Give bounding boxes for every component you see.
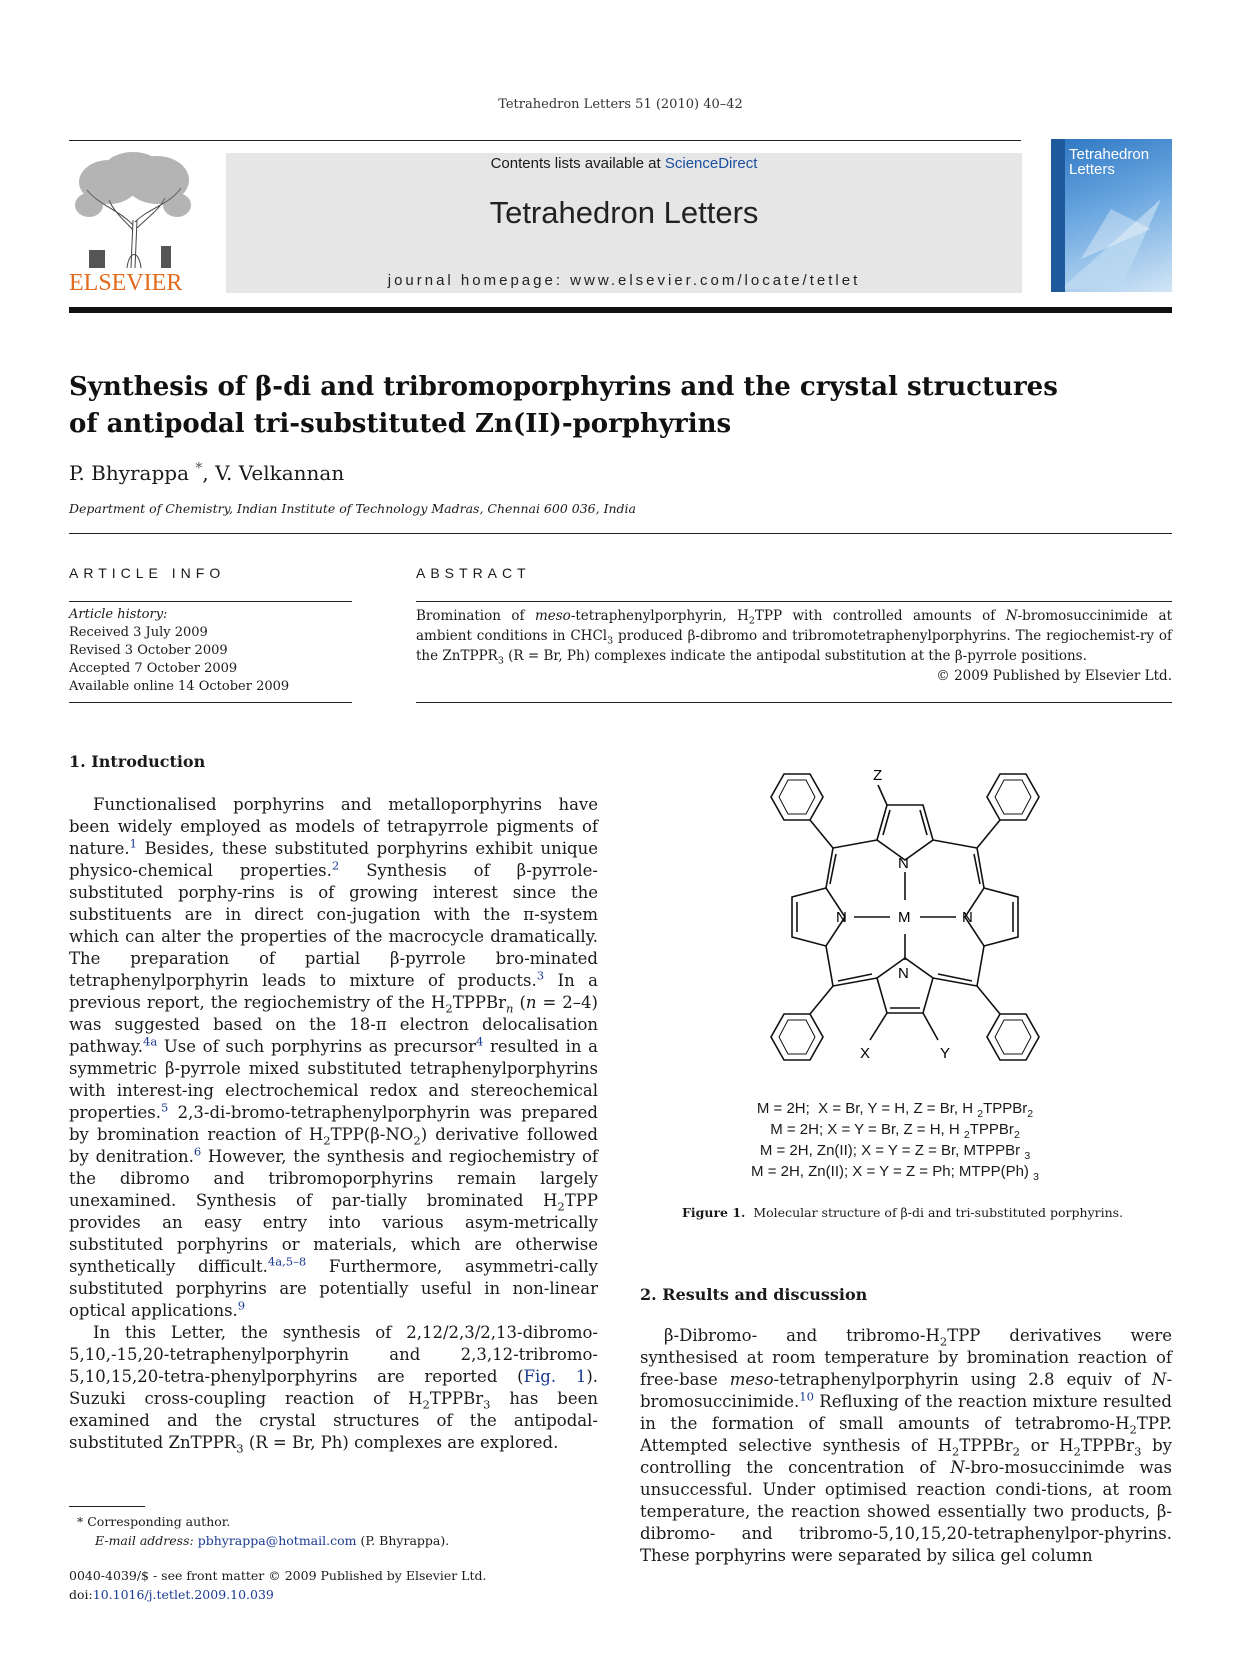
abstract-rule <box>416 601 1172 602</box>
atom-n-left: N <box>836 909 847 926</box>
figure-caption-text: Molecular structure of β-di and tri-substituted porphyrins. <box>753 1205 1124 1220</box>
front-matter-text: 0040-4039/$ - see front matter © 2009 Published by Elsevier Ltd. <box>69 1568 487 1583</box>
journal-cover <box>1051 139 1172 292</box>
figure-caption <box>682 1205 1241 1220</box>
email-label: E-mail address: <box>95 1533 194 1548</box>
figure-formula-list: M = 2H; X = Br, Y = H, Z = Br, H $_2$TPPBr$_2$ M = 2H; X = Y = Br, Z = H, H $_2$TPPBr$_2$ M = 2H, Zn(II); X = Y = Z = Br, MTPPBr $_3$ M = 2H, Zn(II); X = Y = Z = Ph; MTPP(Ph) $_3$ <box>751 1100 1039 1183</box>
authors <box>69 461 344 485</box>
online-date: Available online 14 October 2009 <box>69 679 290 694</box>
atom-y: Y <box>940 1045 951 1062</box>
atom-n-top: N <box>898 855 909 872</box>
header-rule <box>69 140 1021 141</box>
affiliation-rule <box>69 533 1172 534</box>
author-2: V. Velkannan <box>215 461 345 485</box>
figure-caption-label: Figure 1. <box>682 1205 746 1220</box>
doi-link[interactable]: 10.1016/j.tetlet.2009.10.039 <box>92 1587 274 1602</box>
article-history <box>69 606 352 696</box>
journal-homepage[interactable]: journal homepage: www.elsevier.com/locate/tetlet <box>387 272 861 289</box>
doi-prefix: doi: <box>69 1587 93 1602</box>
sciencedirect-link[interactable]: ScienceDirect <box>664 155 758 172</box>
elsevier-tree-logo <box>69 150 199 268</box>
article-info-rule <box>69 601 352 602</box>
intro-heading: 1. Introduction <box>69 752 206 771</box>
front-matter <box>69 1566 599 1604</box>
atom-m: M <box>898 909 911 926</box>
article-info-heading: ARTICLE INFO <box>69 565 226 581</box>
corresponding-mark[interactable]: * <box>195 460 203 477</box>
atom-z: Z <box>873 767 883 784</box>
author-1: P. Bhyrappa <box>69 461 190 485</box>
received-date: Received 3 July 2009 <box>69 625 208 640</box>
email-name: (P. Bhyrappa). <box>360 1533 450 1548</box>
article-info-bottom-rule <box>69 702 352 703</box>
accepted-date: Accepted 7 October 2009 <box>69 661 238 676</box>
results-body: β-Dibromo- and tribromo-$H_2TPP$ derivatives were synthesised at room temperature by bromination reaction of free-base meso-tetraphenylporphyrin using 2.8 equiv of N-bromosuccinimide.$^{10}$ Refluxing of the reaction mixture resulted in the formation of small amounts of tetrabromo-$H_2TPP$. Attempted selective synthesis of $H_2TPPBr_2$ or $H_2TPPBr_3$ by controlling the concentration of N-bro-mosuccinimde was unsuccessful. Under optimised reaction condi-tions, at room temperature, the reaction showed essentially two products, β-dibromo- and tribromo-5,10,15,20-tetraphenylpor-phyrins. These porphyrins were separated by silica gel column <box>640 1326 1173 1565</box>
title-line-1: Synthesis of β-di and tribromoporphyrins and the crystal structures <box>69 372 1058 402</box>
contents-line <box>226 155 1022 172</box>
affiliation: Department of Chemistry, Indian Institute of Technology Madras, Chennai 600 036, India <box>69 501 637 516</box>
atom-n-bottom: N <box>898 965 909 982</box>
header-thick-rule <box>69 307 1172 313</box>
abstract-bottom-rule <box>416 702 1172 703</box>
journal-reference: Tetrahedron Letters 51 (2010) 40–42 <box>498 97 743 112</box>
results-heading: 2. Results and discussion <box>640 1285 868 1304</box>
author-separator: , <box>202 461 216 485</box>
article-title <box>69 369 1169 443</box>
intro-body: Functionalised porphyrins and metalloporphyrins have been widely employed as models of tetrapyrrole pigments of nature.$^1$ Besides, these substituted porphyrins exhibit unique physico-chemical properties.$^2$ Synthesis of β-pyrrole-substituted porphy-rins is of growing interest since the substituents are in direct con-jugation with the π-system which can alter the properties of the macrocycle dramatically. The preparation of partial β-pyrrole bro-minated tetraphenylporphyrin leads to mixture of products.$^3$ In a previous report, the regiochemistry of the $H_2TPPBr_n$ (n = 2–4) was suggested based on the 18-π electron delocalisation pathway.$^{4a}$ Use of such porphyrins as precursor$^4$ resulted in a symmetric β-pyrrole mixed substituted tetraphenylporphyrins with interest-ing electrochemical redox and stereochemical properties.$^5$ 2,3-di-bromo-tetraphenylporphyrin was prepared by bromination reaction of $H_2TPP(\beta-NO_2)$ derivative followed by denitration.$^6$ However, the synthesis and regiochemistry of the dibromo and tribromoporphyrins remain largely unexamined. Synthesis of par-tially brominated $H_2TPP$ provides an easy entry into various asym-metrically substituted porphyrins or materials, which are otherwise synthetically difficult.$^{4a,5-8}$ Furthermore, asymmetri-cally substituted porphyrins are potentially useful in non-linear optical applications.$^9$ In this Letter, the synthesis of 2,12/2,3/2,13-dibromo-5,10,-15,20-tetraphenylporphyrin and 2,3,12-tribromo-5,10,15,20-tetra-phenylporphyrins are reported (Fig. 1). Suzuki cross-coupling reaction of $H_2TPPBr_3$ has been examined and the crystal structures of the antipodal-substituted ZnTPPR$_3$ (R = Br, Ph) complexes are explored. <box>69 795 599 1456</box>
elsevier-wordmark: ELSEVIER <box>69 270 183 296</box>
corresponding-author-note: * Corresponding author. <box>77 1514 231 1529</box>
footnote-rule <box>69 1506 145 1507</box>
abstract-copyright: © 2009 Published by Elsevier Ltd. <box>936 668 1172 684</box>
atom-x: X <box>860 1045 871 1062</box>
email-link[interactable]: pbhyrappa@hotmail.com <box>197 1533 357 1548</box>
footnote <box>69 1512 599 1550</box>
history-label: Article history: <box>69 607 168 622</box>
journal-name: Tetrahedron Letters <box>489 195 759 230</box>
porphyrin-structure <box>730 760 1070 1080</box>
title-line-2: of antipodal tri-substituted Zn(II)-porphyrins <box>69 409 732 439</box>
revised-date: Revised 3 October 2009 <box>69 643 228 658</box>
atom-n-right: N <box>962 909 973 926</box>
abstract-text: Bromination of meso-tetraphenylporphyrin, $H_2TPP$ with controlled amounts of N-bromosuccinimide at ambient conditions in CHCl$_3$ produced β-dibromo and tribromotetraphenylporphyrins. The regiochemist-ry of the ZnTPPR$_3$ (R = Br, Ph) complexes indicate the antipodal substitution at the β-pyrrole positions. © 2009 Published by Elsevier Ltd. <box>416 608 1173 684</box>
contents-prefix: Contents lists available at <box>490 155 665 172</box>
abstract-heading: ABSTRACT <box>416 565 531 581</box>
cover-title: Tetrahedron Letters <box>1069 146 1150 178</box>
